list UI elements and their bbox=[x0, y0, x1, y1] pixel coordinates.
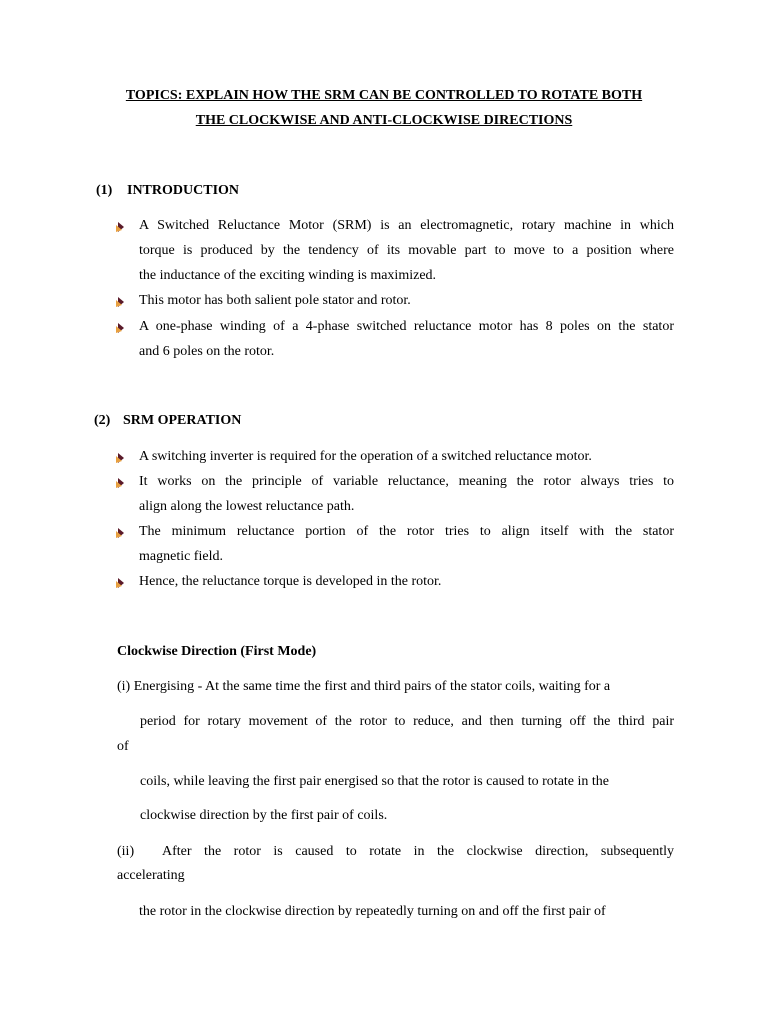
operation-bullet-1-line-1: A switching inverter is required for the operation of a switched reluctance motor. bbox=[139, 449, 592, 464]
clockwise-item-1-line-5: clockwise direction by the first pair of coils. bbox=[140, 808, 388, 823]
intro-bullet-3-line-1: A one-phase winding of a 4-phase switched reluctance motor has 8 poles on the stator bbox=[139, 319, 674, 334]
operation-bullet-3-line-2: magnetic field. bbox=[139, 549, 223, 564]
section-1-heading: INTRODUCTION bbox=[127, 183, 240, 198]
bullet-arrow-icon bbox=[116, 478, 126, 488]
section-1-number: (1) bbox=[96, 183, 113, 198]
clockwise-item-1-line-1: (i) Energising - At the same time the first and third pairs of the stator coils, waiting for a bbox=[117, 679, 611, 694]
bullet-arrow-icon bbox=[116, 453, 126, 463]
clockwise-item-1-line-4: coils, while leaving the first pair energised so that the rotor is caused to rotate in the bbox=[140, 774, 609, 789]
bullet-arrow-icon bbox=[116, 323, 126, 333]
operation-bullet-2-line-2: align along the lowest reluctance path. bbox=[139, 499, 355, 514]
clockwise-item-2-line-1: After the rotor is caused to rotate in the clockwise direction, subsequently bbox=[162, 844, 674, 859]
operation-bullet-3-line-1: The minimum reluctance portion of the rotor tries to align itself with the stator bbox=[139, 524, 674, 539]
intro-bullet-1-line-2: torque is produced by the tendency of its movable part to move to a position where bbox=[139, 243, 674, 258]
clockwise-item-2-line-3: the rotor in the clockwise direction by repeatedly turning on and off the first pair of bbox=[139, 904, 606, 919]
intro-bullet-1-line-1: A Switched Reluctance Motor (SRM) is an electromagnetic, rotary machine in which bbox=[139, 218, 674, 233]
intro-bullet-1-line-3: the inductance of the exciting winding is maximized. bbox=[139, 268, 437, 283]
clockwise-item-1-line-2: period for rotary movement of the rotor to reduce, and then turning off the third pair bbox=[140, 714, 674, 729]
bullet-arrow-icon bbox=[116, 297, 126, 307]
bullet-arrow-icon bbox=[116, 578, 126, 588]
clockwise-item-1-line-3: of bbox=[117, 739, 129, 754]
section-2-number: (2) bbox=[94, 413, 111, 428]
intro-bullet-2-line-1: This motor has both salient pole stator and rotor. bbox=[139, 293, 411, 308]
operation-bullet-2-line-1: It works on the principle of variable reluctance, meaning the rotor always tries to bbox=[139, 474, 674, 489]
intro-bullet-3-line-2: and 6 poles on the rotor. bbox=[139, 344, 275, 359]
clockwise-item-2-label: (ii) bbox=[117, 844, 135, 859]
document-title-line-1: TOPICS: EXPLAIN HOW THE SRM CAN BE CONTROLLED TO ROTATE BOTH bbox=[125, 88, 643, 103]
bullet-arrow-icon bbox=[116, 528, 126, 538]
operation-bullet-4-line-1: Hence, the reluctance torque is developed in the rotor. bbox=[139, 574, 442, 589]
clockwise-heading: Clockwise Direction (First Mode) bbox=[117, 644, 317, 659]
section-2-heading: SRM OPERATION bbox=[123, 413, 242, 428]
bullet-arrow-icon bbox=[116, 222, 126, 232]
document-title-line-2: THE CLOCKWISE AND ANTI-CLOCKWISE DIRECTIONS bbox=[195, 113, 573, 128]
clockwise-item-2-line-2: accelerating bbox=[117, 868, 185, 883]
